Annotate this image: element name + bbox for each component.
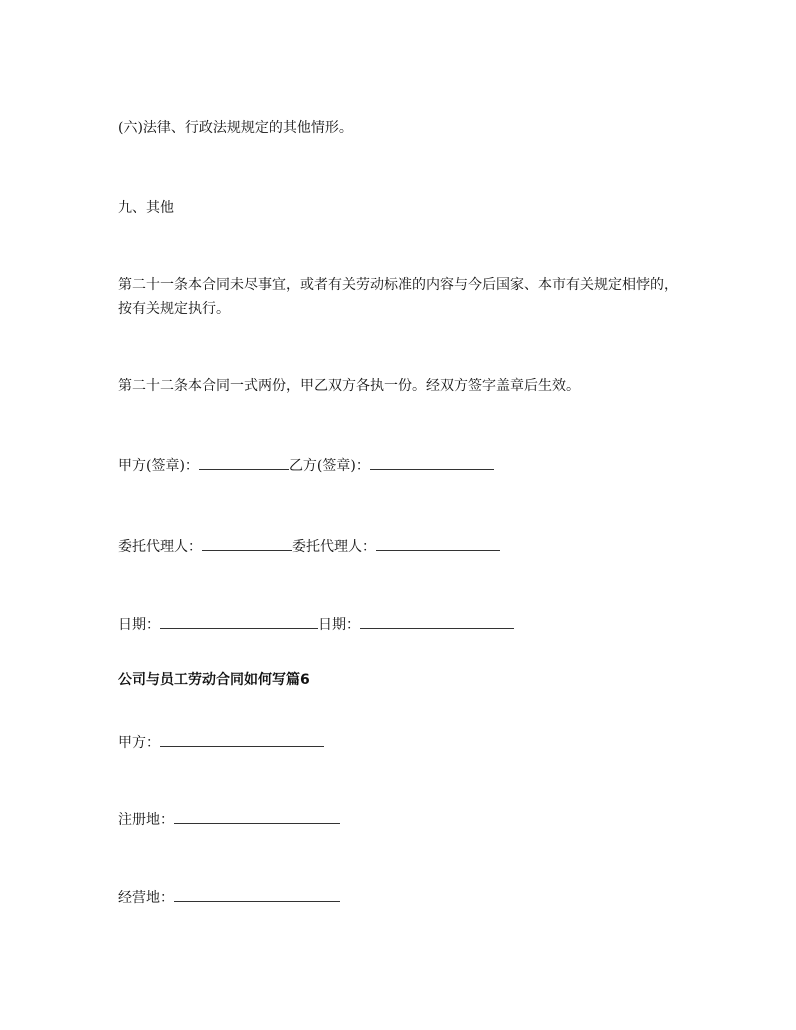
party-a-label: 甲方：: [118, 735, 160, 751]
party-a-agent-blank: [202, 535, 292, 551]
registered-address-blank: [174, 808, 340, 824]
party-a-date-label: 日期：: [118, 617, 160, 633]
date-row: [118, 613, 514, 637]
business-address-row: [118, 886, 340, 910]
party-b-date-blank: [360, 613, 514, 629]
party-a-blank: [160, 731, 324, 747]
party-b-signature-blank: [370, 454, 494, 470]
article-21: 第二十一条本合同未尽事宜，或者有关劳动标准的内容与今后国家、本市有关规定相悖的，按有关规定执行。: [118, 277, 678, 317]
business-address-label: 经营地：: [118, 890, 174, 906]
party-a-row: [118, 731, 324, 755]
party-a-signature-blank: [199, 454, 289, 470]
registered-address-row: [118, 808, 340, 832]
agent-row: [118, 535, 500, 559]
article-22: 第二十二条本合同一式两份，甲乙双方各执一份。经双方签字盖章后生效。: [118, 378, 580, 394]
party-a-date-blank: [160, 613, 318, 629]
registered-address-label: 注册地：: [118, 812, 174, 828]
party-b-agent-blank: [376, 535, 500, 551]
section-title-6: 公司与员工劳动合同如何写篇6: [118, 672, 310, 688]
clause-item-6: (六)法律、行政法规规定的其他情形。: [118, 120, 353, 136]
business-address-blank: [174, 886, 340, 902]
party-a-agent-label: 委托代理人：: [118, 539, 202, 555]
party-b-signature-label: 乙方(签章)：: [288, 458, 370, 474]
signature-row: [118, 454, 494, 478]
party-b-date-label: 日期：: [318, 617, 360, 633]
section-heading-other: 九、其他: [118, 200, 174, 216]
party-a-signature-label: 甲方(签章)：: [118, 458, 199, 474]
party-b-agent-label: 委托代理人：: [292, 539, 376, 555]
